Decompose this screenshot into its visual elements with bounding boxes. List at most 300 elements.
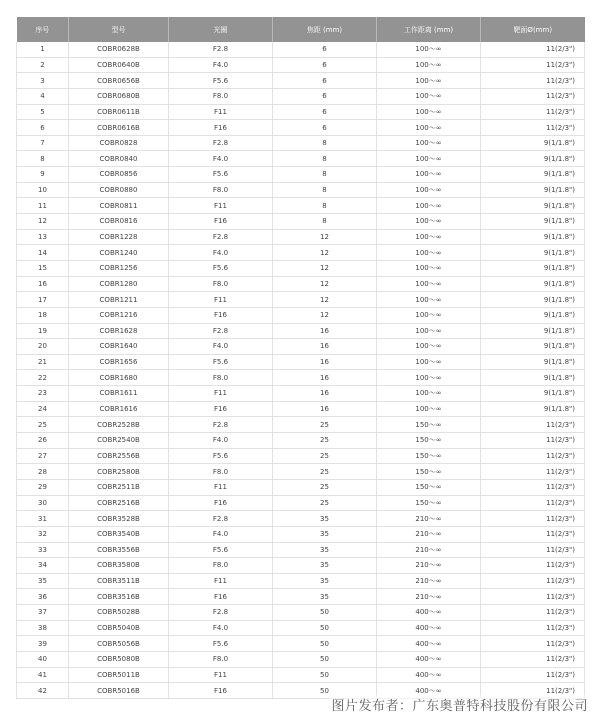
cell-aperture: F5.6 <box>169 260 273 276</box>
cell-model: COBR3516B <box>69 589 169 605</box>
table-row <box>17 589 585 605</box>
cell-target-size: 11(2/3") <box>481 573 585 589</box>
cell-aperture: F4.0 <box>169 526 273 542</box>
cell-focal-length: 25 <box>273 464 377 480</box>
cell-working-distance: 210～∞ <box>377 526 481 542</box>
cell-model: COBR3580B <box>69 558 169 574</box>
table-row <box>17 167 585 183</box>
cell-aperture: F11 <box>169 386 273 402</box>
cell-focal-length: 16 <box>273 339 377 355</box>
table-row <box>17 636 585 652</box>
cell-focal-length: 6 <box>273 104 377 120</box>
cell-model: COBR2540B <box>69 433 169 449</box>
cell-index: 14 <box>17 245 69 261</box>
cell-model: COBR0880 <box>69 182 169 198</box>
cell-focal-length: 12 <box>273 292 377 308</box>
cell-focal-length: 12 <box>273 276 377 292</box>
cell-index: 9 <box>17 167 69 183</box>
cell-focal-length: 35 <box>273 558 377 574</box>
cell-index: 22 <box>17 370 69 386</box>
cell-model: COBR1616 <box>69 401 169 417</box>
cell-index: 11 <box>17 198 69 214</box>
cell-aperture: F16 <box>169 214 273 230</box>
cell-target-size: 9(1/1.8") <box>481 214 585 230</box>
table-row <box>17 651 585 667</box>
table-row <box>17 433 585 449</box>
table-row <box>17 526 585 542</box>
table-row <box>17 558 585 574</box>
cell-model: COBR1628 <box>69 323 169 339</box>
cell-model: COBR0640B <box>69 57 169 73</box>
cell-index: 15 <box>17 260 69 276</box>
cell-index: 29 <box>17 479 69 495</box>
cell-model: COBR1680 <box>69 370 169 386</box>
cell-model: COBR3556B <box>69 542 169 558</box>
cell-working-distance: 100～∞ <box>377 401 481 417</box>
cell-focal-length: 8 <box>273 214 377 230</box>
cell-focal-length: 6 <box>273 57 377 73</box>
cell-focal-length: 8 <box>273 198 377 214</box>
table-row <box>17 386 585 402</box>
cell-target-size: 9(1/1.8") <box>481 323 585 339</box>
cell-aperture: F11 <box>169 573 273 589</box>
cell-focal-length: 8 <box>273 151 377 167</box>
cell-target-size: 11(2/3") <box>481 88 585 104</box>
cell-aperture: F2.8 <box>169 511 273 527</box>
table-row <box>17 323 585 339</box>
cell-index: 33 <box>17 542 69 558</box>
cell-focal-length: 35 <box>273 542 377 558</box>
cell-target-size: 9(1/1.8") <box>481 292 585 308</box>
cell-model: COBR3511B <box>69 573 169 589</box>
publisher-watermark: 图片发布者：广东奥普特科技股份有限公司 <box>329 695 590 714</box>
table-row <box>17 151 585 167</box>
cell-focal-length: 25 <box>273 417 377 433</box>
table-row <box>17 401 585 417</box>
cell-working-distance: 150～∞ <box>377 464 481 480</box>
cell-focal-length: 12 <box>273 229 377 245</box>
table-row <box>17 214 585 230</box>
cell-target-size: 9(1/1.8") <box>481 339 585 355</box>
cell-model: COBR5040B <box>69 620 169 636</box>
cell-model: COBR5056B <box>69 636 169 652</box>
cell-target-size: 11(2/3") <box>481 73 585 89</box>
cell-model: COBR0680B <box>69 88 169 104</box>
cell-target-size: 9(1/1.8") <box>481 167 585 183</box>
cell-target-size: 11(2/3") <box>481 464 585 480</box>
cell-aperture: F4.0 <box>169 245 273 261</box>
cell-working-distance: 150～∞ <box>377 433 481 449</box>
table-row <box>17 120 585 136</box>
table-row <box>17 542 585 558</box>
cell-index: 18 <box>17 307 69 323</box>
cell-focal-length: 25 <box>273 479 377 495</box>
cell-working-distance: 100～∞ <box>377 276 481 292</box>
cell-working-distance: 100～∞ <box>377 182 481 198</box>
cell-model: COBR0611B <box>69 104 169 120</box>
cell-aperture: F11 <box>169 292 273 308</box>
cell-index: 27 <box>17 448 69 464</box>
cell-index: 6 <box>17 120 69 136</box>
cell-target-size: 11(2/3") <box>481 120 585 136</box>
table-row <box>17 182 585 198</box>
header-working-distance: 工作距离 (mm) <box>377 17 481 42</box>
cell-index: 41 <box>17 667 69 683</box>
cell-working-distance: 210～∞ <box>377 542 481 558</box>
cell-working-distance: 100～∞ <box>377 214 481 230</box>
cell-aperture: F5.6 <box>169 354 273 370</box>
cell-focal-length: 16 <box>273 401 377 417</box>
cell-aperture: F8.0 <box>169 88 273 104</box>
cell-focal-length: 16 <box>273 370 377 386</box>
cell-target-size: 9(1/1.8") <box>481 386 585 402</box>
cell-model: COBR0856 <box>69 167 169 183</box>
cell-model: COBR2556B <box>69 448 169 464</box>
table-row <box>17 667 585 683</box>
cell-target-size: 11(2/3") <box>481 104 585 120</box>
cell-index: 24 <box>17 401 69 417</box>
cell-aperture: F5.6 <box>169 542 273 558</box>
cell-target-size: 9(1/1.8") <box>481 198 585 214</box>
cell-model: COBR1611 <box>69 386 169 402</box>
cell-model: COBR0616B <box>69 120 169 136</box>
cell-target-size: 9(1/1.8") <box>481 182 585 198</box>
cell-working-distance: 100～∞ <box>377 104 481 120</box>
cell-index: 23 <box>17 386 69 402</box>
cell-target-size: 11(2/3") <box>481 667 585 683</box>
cell-index: 21 <box>17 354 69 370</box>
table-row <box>17 417 585 433</box>
cell-index: 32 <box>17 526 69 542</box>
cell-index: 20 <box>17 339 69 355</box>
cell-model: COBR1216 <box>69 307 169 323</box>
cell-target-size: 9(1/1.8") <box>481 370 585 386</box>
cell-focal-length: 6 <box>273 42 377 57</box>
cell-model: COBR0811 <box>69 198 169 214</box>
table-header-row <box>17 17 585 42</box>
cell-target-size: 11(2/3") <box>481 620 585 636</box>
cell-aperture: F4.0 <box>169 151 273 167</box>
cell-model: COBR5011B <box>69 667 169 683</box>
cell-focal-length: 12 <box>273 245 377 261</box>
cell-model: COBR0828 <box>69 135 169 151</box>
cell-aperture: F8.0 <box>169 276 273 292</box>
table-row <box>17 479 585 495</box>
cell-aperture: F2.8 <box>169 417 273 433</box>
cell-index: 3 <box>17 73 69 89</box>
cell-focal-length: 35 <box>273 511 377 527</box>
cell-target-size: 11(2/3") <box>481 433 585 449</box>
table-row <box>17 511 585 527</box>
table-row <box>17 229 585 245</box>
cell-index: 31 <box>17 511 69 527</box>
cell-aperture: F16 <box>169 401 273 417</box>
cell-working-distance: 100～∞ <box>377 323 481 339</box>
cell-index: 19 <box>17 323 69 339</box>
cell-working-distance: 210～∞ <box>377 573 481 589</box>
cell-aperture: F4.0 <box>169 339 273 355</box>
table-row <box>17 104 585 120</box>
cell-focal-length: 50 <box>273 651 377 667</box>
cell-index: 13 <box>17 229 69 245</box>
cell-index: 16 <box>17 276 69 292</box>
cell-model: COBR1280 <box>69 276 169 292</box>
cell-index: 4 <box>17 88 69 104</box>
cell-working-distance: 400～∞ <box>377 651 481 667</box>
cell-aperture: F5.6 <box>169 636 273 652</box>
cell-index: 25 <box>17 417 69 433</box>
cell-aperture: F16 <box>169 683 273 699</box>
cell-working-distance: 150～∞ <box>377 479 481 495</box>
cell-model: COBR5028B <box>69 605 169 621</box>
cell-index: 10 <box>17 182 69 198</box>
cell-index: 38 <box>17 620 69 636</box>
cell-aperture: F5.6 <box>169 73 273 89</box>
header-focal-length: 焦距 (mm) <box>273 17 377 42</box>
cell-model: COBR1640 <box>69 339 169 355</box>
cell-aperture: F11 <box>169 198 273 214</box>
cell-working-distance: 100～∞ <box>377 198 481 214</box>
cell-model: COBR2580B <box>69 464 169 480</box>
cell-aperture: F5.6 <box>169 448 273 464</box>
cell-model: COBR0628B <box>69 42 169 57</box>
cell-focal-length: 50 <box>273 620 377 636</box>
header-aperture: 光圈 <box>169 17 273 42</box>
cell-working-distance: 100～∞ <box>377 260 481 276</box>
cell-working-distance: 100～∞ <box>377 57 481 73</box>
cell-focal-length: 50 <box>273 667 377 683</box>
cell-index: 12 <box>17 214 69 230</box>
cell-aperture: F4.0 <box>169 57 273 73</box>
cell-model: COBR2511B <box>69 479 169 495</box>
cell-aperture: F16 <box>169 495 273 511</box>
cell-working-distance: 400～∞ <box>377 683 481 699</box>
cell-index: 28 <box>17 464 69 480</box>
cell-aperture: F11 <box>169 667 273 683</box>
cell-working-distance: 100～∞ <box>377 42 481 57</box>
cell-model: COBR0840 <box>69 151 169 167</box>
table-body <box>17 42 585 698</box>
cell-focal-length: 50 <box>273 605 377 621</box>
cell-target-size: 9(1/1.8") <box>481 354 585 370</box>
cell-working-distance: 210～∞ <box>377 511 481 527</box>
cell-index: 26 <box>17 433 69 449</box>
cell-working-distance: 150～∞ <box>377 417 481 433</box>
cell-aperture: F2.8 <box>169 605 273 621</box>
cell-index: 42 <box>17 683 69 699</box>
cell-working-distance: 150～∞ <box>377 495 481 511</box>
cell-model: COBR1240 <box>69 245 169 261</box>
cell-target-size: 11(2/3") <box>481 683 585 699</box>
cell-target-size: 9(1/1.8") <box>481 260 585 276</box>
cell-target-size: 9(1/1.8") <box>481 151 585 167</box>
table-row <box>17 339 585 355</box>
cell-working-distance: 100～∞ <box>377 135 481 151</box>
cell-index: 7 <box>17 135 69 151</box>
cell-focal-length: 50 <box>273 683 377 699</box>
table-row <box>17 88 585 104</box>
cell-focal-length: 35 <box>273 573 377 589</box>
cell-target-size: 9(1/1.8") <box>481 307 585 323</box>
cell-index: 2 <box>17 57 69 73</box>
cell-working-distance: 100～∞ <box>377 386 481 402</box>
cell-aperture: F4.0 <box>169 620 273 636</box>
cell-working-distance: 100～∞ <box>377 354 481 370</box>
table-row <box>17 57 585 73</box>
cell-aperture: F8.0 <box>169 651 273 667</box>
cell-target-size: 9(1/1.8") <box>481 401 585 417</box>
cell-working-distance: 100～∞ <box>377 88 481 104</box>
cell-working-distance: 100～∞ <box>377 120 481 136</box>
table-row <box>17 292 585 308</box>
table-row <box>17 42 585 57</box>
cell-target-size: 11(2/3") <box>481 526 585 542</box>
cell-focal-length: 16 <box>273 354 377 370</box>
cell-focal-length: 50 <box>273 636 377 652</box>
header-model: 型号 <box>69 17 169 42</box>
cell-working-distance: 400～∞ <box>377 605 481 621</box>
cell-model: COBR2516B <box>69 495 169 511</box>
cell-target-size: 11(2/3") <box>481 558 585 574</box>
cell-index: 36 <box>17 589 69 605</box>
table-row <box>17 495 585 511</box>
cell-target-size: 9(1/1.8") <box>481 229 585 245</box>
cell-focal-length: 8 <box>273 182 377 198</box>
table-row <box>17 354 585 370</box>
cell-target-size: 11(2/3") <box>481 448 585 464</box>
cell-target-size: 11(2/3") <box>481 479 585 495</box>
table-row <box>17 276 585 292</box>
cell-focal-length: 25 <box>273 495 377 511</box>
cell-working-distance: 400～∞ <box>377 636 481 652</box>
table-row <box>17 573 585 589</box>
table-row <box>17 448 585 464</box>
cell-aperture: F11 <box>169 104 273 120</box>
cell-target-size: 11(2/3") <box>481 511 585 527</box>
table-row <box>17 245 585 261</box>
cell-target-size: 11(2/3") <box>481 651 585 667</box>
cell-focal-length: 35 <box>273 589 377 605</box>
cell-target-size: 11(2/3") <box>481 589 585 605</box>
table-row <box>17 307 585 323</box>
cell-aperture: F5.6 <box>169 167 273 183</box>
cell-model: COBR3528B <box>69 511 169 527</box>
cell-working-distance: 210～∞ <box>377 558 481 574</box>
cell-working-distance: 100～∞ <box>377 73 481 89</box>
cell-aperture: F8.0 <box>169 464 273 480</box>
cell-aperture: F8.0 <box>169 182 273 198</box>
table-row <box>17 370 585 386</box>
cell-model: COBR5080B <box>69 651 169 667</box>
table-row <box>17 464 585 480</box>
cell-target-size: 11(2/3") <box>481 417 585 433</box>
cell-working-distance: 210～∞ <box>377 589 481 605</box>
cell-working-distance: 100～∞ <box>377 245 481 261</box>
table-row <box>17 198 585 214</box>
cell-target-size: 11(2/3") <box>481 495 585 511</box>
cell-aperture: F8.0 <box>169 558 273 574</box>
table-row <box>17 260 585 276</box>
cell-aperture: F2.8 <box>169 229 273 245</box>
cell-target-size: 9(1/1.8") <box>481 245 585 261</box>
cell-working-distance: 400～∞ <box>377 620 481 636</box>
cell-working-distance: 150～∞ <box>377 448 481 464</box>
cell-working-distance: 100～∞ <box>377 229 481 245</box>
cell-focal-length: 6 <box>273 88 377 104</box>
cell-model: COBR0656B <box>69 73 169 89</box>
cell-focal-length: 16 <box>273 323 377 339</box>
cell-target-size: 11(2/3") <box>481 605 585 621</box>
cell-focal-length: 25 <box>273 448 377 464</box>
cell-index: 8 <box>17 151 69 167</box>
cell-model: COBR3540B <box>69 526 169 542</box>
cell-index: 37 <box>17 605 69 621</box>
cell-focal-length: 6 <box>273 120 377 136</box>
cell-model: COBR1228 <box>69 229 169 245</box>
cell-index: 30 <box>17 495 69 511</box>
cell-aperture: F4.0 <box>169 433 273 449</box>
cell-working-distance: 100～∞ <box>377 339 481 355</box>
cell-model: COBR5016B <box>69 683 169 699</box>
cell-aperture: F2.8 <box>169 323 273 339</box>
cell-working-distance: 100～∞ <box>377 151 481 167</box>
cell-focal-length: 8 <box>273 135 377 151</box>
cell-index: 34 <box>17 558 69 574</box>
cell-target-size: 11(2/3") <box>481 542 585 558</box>
cell-working-distance: 100～∞ <box>377 292 481 308</box>
cell-index: 39 <box>17 636 69 652</box>
cell-model: COBR1211 <box>69 292 169 308</box>
cell-focal-length: 6 <box>273 73 377 89</box>
table-row <box>17 605 585 621</box>
cell-focal-length: 25 <box>273 433 377 449</box>
cell-aperture: F16 <box>169 589 273 605</box>
cell-aperture: F2.8 <box>169 135 273 151</box>
table-row <box>17 135 585 151</box>
cell-focal-length: 16 <box>273 386 377 402</box>
cell-focal-length: 12 <box>273 307 377 323</box>
table-row <box>17 73 585 89</box>
cell-model: COBR0816 <box>69 214 169 230</box>
cell-working-distance: 100～∞ <box>377 370 481 386</box>
header-index: 序号 <box>17 17 69 42</box>
cell-working-distance: 100～∞ <box>377 307 481 323</box>
lens-spec-table <box>16 17 585 699</box>
cell-target-size: 9(1/1.8") <box>481 135 585 151</box>
cell-index: 40 <box>17 651 69 667</box>
cell-target-size: 11(2/3") <box>481 636 585 652</box>
cell-focal-length: 12 <box>273 260 377 276</box>
cell-index: 5 <box>17 104 69 120</box>
cell-model: COBR1656 <box>69 354 169 370</box>
cell-model: COBR1256 <box>69 260 169 276</box>
cell-target-size: 9(1/1.8") <box>481 276 585 292</box>
table-row <box>17 620 585 636</box>
cell-aperture: F2.8 <box>169 42 273 57</box>
cell-focal-length: 35 <box>273 526 377 542</box>
header-target-size: 靶面Ø(mm) <box>481 17 585 42</box>
cell-index: 1 <box>17 42 69 57</box>
cell-target-size: 11(2/3") <box>481 57 585 73</box>
cell-aperture: F8.0 <box>169 370 273 386</box>
cell-working-distance: 400～∞ <box>377 667 481 683</box>
cell-index: 17 <box>17 292 69 308</box>
cell-index: 35 <box>17 573 69 589</box>
cell-aperture: F16 <box>169 307 273 323</box>
cell-focal-length: 8 <box>273 167 377 183</box>
cell-aperture: F11 <box>169 479 273 495</box>
cell-working-distance: 100～∞ <box>377 167 481 183</box>
